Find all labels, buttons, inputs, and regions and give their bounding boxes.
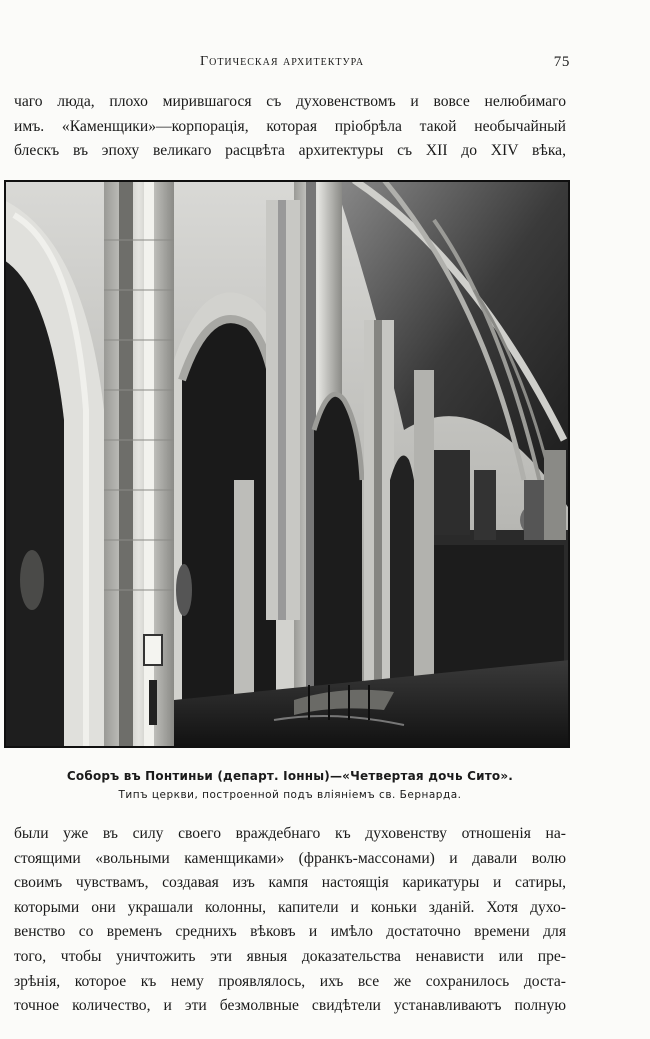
text-line: блескъ въ эпоху великаго расцвѣта архитектуры съ XII до XIV вѣка, — [14, 142, 566, 160]
text-line: венство со временъ среднихъ вѣковъ и имѣло достаточно времени для — [14, 923, 566, 941]
bottom-paragraph — [14, 822, 566, 1019]
figure-subcaption: Типъ церкви, построенной подъ вліяніемъ св. Бернарда. — [118, 789, 462, 801]
text-line: зрѣнія, которое къ нему проявлялось, ихъ все же сохранилось доста- — [14, 972, 566, 990]
top-paragraph — [14, 90, 566, 164]
text-line: стоящими «вольными каменщиками» (франкъ-массонами) и давали волю — [14, 849, 566, 867]
text-line: были уже въ силу своего враждебнаго къ духовенству отношенія на- — [14, 825, 566, 842]
text-line: которыми они украшали колонны, капители и коньки зданій. Хотя духо- — [14, 898, 566, 916]
page-number: 75 — [553, 54, 570, 70]
cathedral-interior-photo — [4, 180, 570, 748]
running-head-title: Готическая архитектура — [200, 54, 365, 69]
text-line: точное количество, и эти безмолвные свидѣтели устанавливаютъ полную — [14, 997, 566, 1015]
text-line: имъ. «Каменщики»—корпорація, которая пріобрѣла такой необычайный — [14, 117, 566, 135]
text-line: того, чтобы уничтожить эти явныя доказательства ненависти или пре- — [14, 947, 566, 965]
text-line: чаго люда, плохо мирившагося съ духовенствомъ и вовсе нелюбимаго — [14, 93, 566, 110]
text-line: своимъ чувствамъ, создавая изъ кампя настоящія карикатуры и сатиры, — [14, 874, 566, 892]
figure-caption: Соборъ въ Понтиньи (департ. Іонны)—«Четвертая дочь Сито». — [66, 769, 514, 783]
